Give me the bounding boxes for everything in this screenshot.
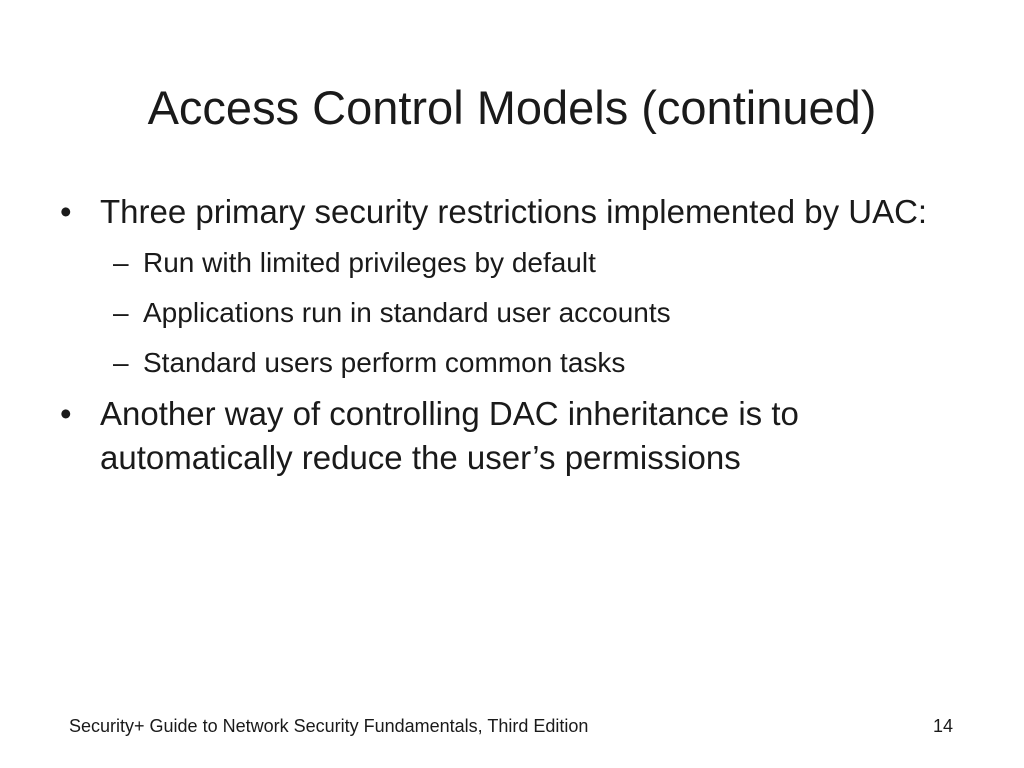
sub-bullet-text: Applications run in standard user accounts [143, 297, 671, 328]
sub-bullet-list [100, 238, 960, 388]
bullet-icon: • [60, 193, 72, 230]
sub-bullet-item [98, 338, 960, 388]
dash-icon: – [113, 347, 129, 378]
sub-bullet-item [98, 288, 960, 338]
dash-icon: – [113, 247, 129, 278]
page-number: 14 [932, 716, 953, 736]
bullet-item [60, 190, 960, 388]
bullet-list [60, 190, 960, 484]
footer-source: Security+ Guide to Network Security Fundamentals, Third Edition [69, 716, 589, 736]
bullet-text: Three primary security restrictions implemented by UAC: [100, 193, 928, 230]
dash-icon: – [113, 297, 129, 328]
sub-bullet-text: Run with limited privileges by default [143, 247, 596, 278]
sub-bullet-item [98, 238, 960, 288]
sub-bullet-text: Standard users perform common tasks [143, 347, 626, 378]
bullet-text: Another way of controlling DAC inheritance is to automatically reduce the user’s permissions [100, 395, 799, 476]
bullet-icon: • [60, 395, 72, 432]
bullet-item [60, 392, 960, 480]
slide-title: Access Control Models (continued) [147, 81, 877, 134]
